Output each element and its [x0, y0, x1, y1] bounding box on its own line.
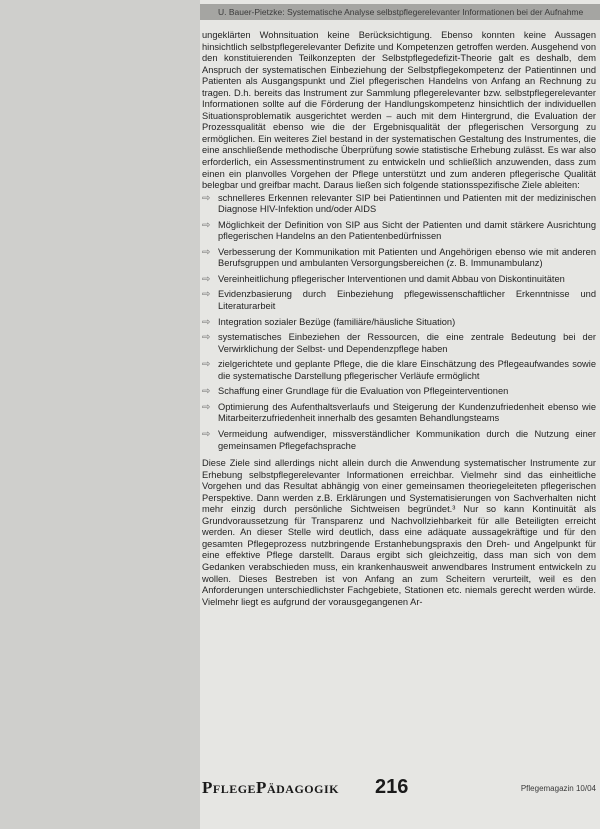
goal-item	[202, 317, 596, 329]
goal-text: schnelleres Erkennen relevanter SIP bei Patientinnen und Patienten mit der medizinischen Diagnose HIV-Infektion und/oder AIDS	[218, 192, 596, 215]
arrow-right-icon: ⇨	[202, 316, 211, 328]
goal-item	[202, 402, 596, 425]
arrow-right-icon: ⇨	[202, 332, 211, 344]
goal-text: Vermeidung aufwendiger, missverständlicher Kommunikation durch die Nutzung einer gemeinsamen Pflegefachsprache	[218, 428, 596, 451]
goal-text: Schaffung einer Grundlage für die Evaluation von Pflegeinterventionen	[218, 386, 509, 397]
goal-item	[202, 359, 596, 382]
page-number: 216	[375, 776, 409, 798]
arrow-right-icon: ⇨	[202, 428, 211, 440]
arrow-right-icon: ⇨	[202, 359, 211, 371]
goal-text: Evidenzbasierung durch Einbeziehung pflegewissenschaftlicher Erkenntnisse und Literaturarbeit	[218, 289, 596, 312]
journal-title: PflegePädagogik	[202, 778, 339, 797]
arrow-right-icon: ⇨	[202, 219, 211, 231]
running-header-title: U. Bauer-Pietzke: Systematische Analyse selbstpflegerelevanter Informationen bei der Aufnahme	[218, 7, 584, 17]
goal-item	[202, 289, 596, 312]
arrow-right-icon: ⇨	[202, 246, 211, 258]
page-footer	[202, 778, 598, 804]
goal-item	[202, 386, 596, 398]
goal-text: Möglichkeit der Definition von SIP aus Sicht der Patienten und damit stärkere Ausrichtung pflegerischen Handelns an den Patientenbedürfnissen	[218, 219, 596, 242]
running-header	[200, 4, 600, 20]
goal-text: Optimierung des Aufenthaltsverlaufs und Steigerung der Kundenzufriedenheit ebenso wie Mitarbeiterzufriedenheit innerhalb des gesamten Behandlungsteams	[218, 401, 596, 424]
arrow-right-icon: ⇨	[202, 192, 211, 204]
goal-item	[202, 247, 596, 270]
article-body	[202, 30, 596, 608]
goal-text: zielgerichtete und geplante Pflege, die die klare Einschätzung des Pflegeaufwandes sowie die systematische Darstellung pflegerischer Verläufe ermöglicht	[218, 359, 596, 381]
goal-item	[202, 193, 596, 216]
closing-paragraph: Diese Ziele sind allerdings nicht allein durch die Anwendung systematischer Instrumente zur Erhebung selbstpflegerelevanter Informationen erreichbar. Vielmehr sind das einheitliche Vorgehen und das Resultat abhängig von einer gemeinsamen theoriegeleiteten pflegerischen Perspektive. Dann werden z.B. Erklärungen und Systematisierungen von Sachverhalten nicht mehr einzig durch persönliche Sichtweisen begründet.³ Nur so kann Kontinuität als Grundvoraussetzung für Transparenz und Nachvollziehbarkeit für alle Beteiligten erreicht werden. An dieser Stelle wird deutlich, dass eine adäquate aussagekräftige und für den gesamten Pflegeprozess nutzbringende Erstanhebungspraxis den Dreh- und Angelpunkt für eine effektive Pflege darstellt. Daraus ergibt sich gleichzeitig, dass man sich von dem Gedanken verabschieden muss, ein krankenhausweit anwendbares Instrument entwickeln zu wollen. Dieses Bestreben ist von Anfang an zum Scheitern verurteilt, weil es den Anforderungen unterschiedlichster Fachgebiete, Stationen etc. niemals gerecht werden würde. Vielmehr liegt es aufgrund der vorausgegangenen Ar-	[202, 458, 596, 607]
issue-label: Pflegemagazin 10/04	[520, 784, 596, 793]
goal-item	[202, 220, 596, 243]
goals-list	[202, 193, 596, 452]
arrow-right-icon: ⇨	[202, 401, 211, 413]
goal-item	[202, 429, 596, 452]
goal-text: systematisches Einbeziehen der Ressourcen, die eine zentrale Bedeutung bei der Verwirklichung der Selbst- und Dependenzpflege haben	[218, 332, 596, 354]
goal-text: Vereinheitlichung pflegerischer Interventionen und damit Abbau von Diskontinuitäten	[218, 273, 565, 284]
arrow-right-icon: ⇨	[202, 386, 211, 398]
arrow-right-icon: ⇨	[202, 273, 211, 285]
intro-paragraph: ungeklärten Wohnsituation keine Berücksichtigung. Ebenso konnten keine Aussagen hinsichtlich selbstpflegerelevanter Defizite und Kompetenzen getroffen werden. Ausgehend von den konstituierenden Teilkonzepten der Selbstpflegedefizit-Theorie galt es deshalb, dem Anspruch der systematischen Einbeziehung der Selbstpflegekompetenz der Patientinnen und Patienten als Ausgangspunkt und Ziel pflegerischen Handelns von Anfang an Rechnung zu tragen. D.h. bereits das Instrument zur Sammlung pflegerelevanter bzw. selbstpflegerelevanter Informationen sollte auf die Förderung der Handlungskompetenz hinsichtlich der individuellen Situationsproblematik ausgerichtet werden – auch mit dem Hintergrund, die Evaluation der Prozessqualität ebenso wie die der Ergebnisqualität der pflegerischen Versorgung zu ermöglichen. Ein weiteres Ziel bestand in der systematischen Gestaltung des Instrumentes, die eine anschließende methodische Überprüfung sowie statistische Erhebung zulässt. Es war also erforderlich, ein Assessmentinstrument zu entwickeln und schließlich anzuwenden, dass zum einen ein planvolles Vorgehen der Pflege unterstützt und zum anderen pflegerische Qualität belegbar und greifbar macht. Daraus ließen sich folgende stationsspezifische Ziele ableiten:	[202, 30, 596, 191]
goal-text: Integration sozialer Bezüge (familiäre/häusliche Situation)	[218, 316, 456, 327]
goal-item	[202, 332, 596, 355]
goal-item	[202, 274, 596, 286]
arrow-right-icon: ⇨	[202, 289, 211, 301]
goal-text: Verbesserung der Kommunikation mit Patienten und Angehörigen ebenso wie mit anderen Berufsgruppen und ambulanten Versorgungsbereichen (z. B. Immunambulanz)	[218, 246, 596, 269]
left-page-margin	[0, 0, 200, 829]
